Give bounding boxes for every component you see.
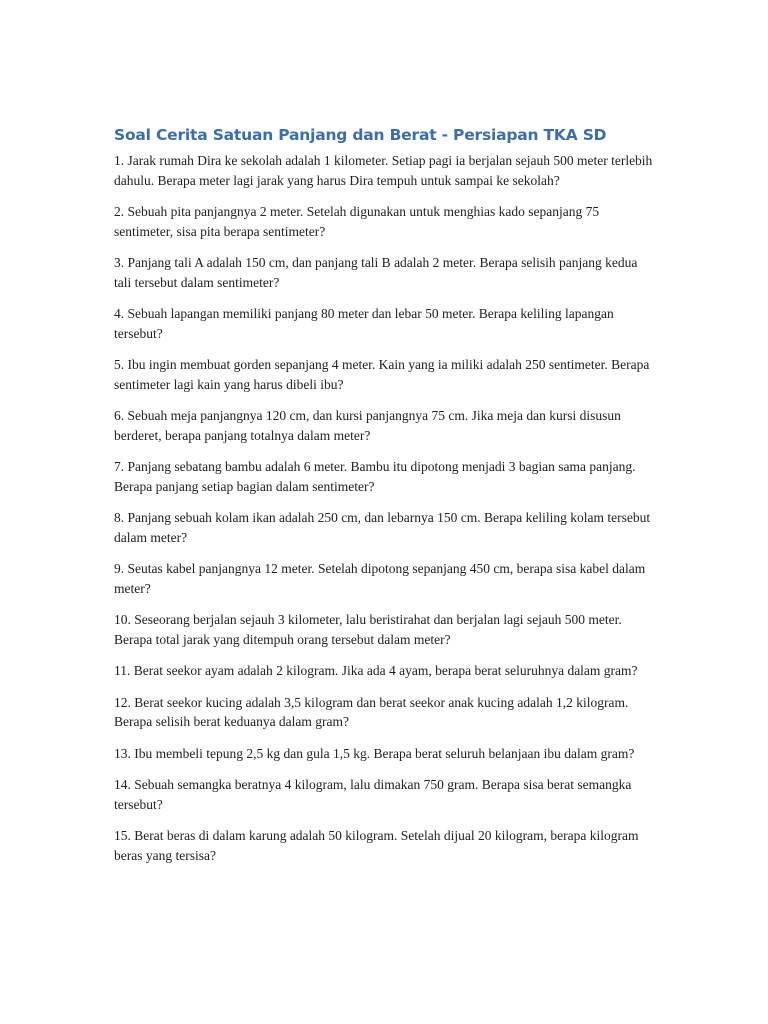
question-item: 11. Berat seekor ayam adalah 2 kilogram. Jika ada 4 ayam, berapa berat seluruhnya dalam gram? [114,663,638,678]
question-item: 13. Ibu membeli tepung 2,5 kg dan gula 1,5 kg. Berapa berat seluruh belanjaan ibu dalam gram? [114,745,635,761]
question-item: 5. Ibu ingin membuat gorden sepanjang 4 meter. Kain yang ia miliki adalah 250 sentimeter. Berapa sentimeter lagi kain yang harus dibeli ibu? [114,357,650,392]
question-item: 12. Berat seekor kucing adalah 3,5 kilogram dan berat seekor anak kucing adalah 1,2 kilogram. Berapa selisih berat keduanya dalam gram? [114,694,629,729]
question-item: 10. Seseorang berjalan sejauh 3 kilometer, lalu beristirahat dan berjalan lagi sejauh 500 meter. Berapa total jarak yang ditempuh orang tersebut dalam meter? [114,612,622,647]
document-content [114,124,654,877]
question-list [114,151,654,865]
question-item: 1. Jarak rumah Dira ke sekolah adalah 1 kilometer. Setiap pagi ia berjalan sejauh 500 meter terlebih dahulu. Berapa meter lagi jarak yang harus Dira tempuh untuk sampai ke sekolah? [114,153,653,188]
question-item: 4. Sebuah lapangan memiliki panjang 80 meter dan lebar 50 meter. Berapa keliling lapangan tersebut? [114,306,614,341]
question-item: 7. Panjang sebatang bambu adalah 6 meter. Bambu itu dipotong menjadi 3 bagian sama panjang. Berapa panjang setiap bagian dalam sentimeter? [114,459,636,494]
question-item: 8. Panjang sebuah kolam ikan adalah 250 cm, dan lebarnya 150 cm. Berapa keliling kolam tersebut dalam meter? [114,510,651,545]
question-item: 3. Panjang tali A adalah 150 cm, dan panjang tali B adalah 2 meter. Berapa selisih panjang kedua tali tersebut dalam sentimeter? [114,255,638,290]
question-item: 6. Sebuah meja panjangnya 120 cm, dan kursi panjangnya 75 cm. Jika meja dan kursi disusun berderet, berapa panjang totalnya dalam meter? [114,408,621,443]
question-item: 15. Berat beras di dalam karung adalah 50 kilogram. Setelah dijual 20 kilogram, berapa kilogram beras yang tersisa? [114,828,639,863]
question-item: 2. Sebuah pita panjangnya 2 meter. Setelah digunakan untuk menghias kado sepanjang 75 sentimeter, sisa pita berapa sentimeter? [114,204,600,239]
question-item: 14. Sebuah semangka beratnya 4 kilogram, lalu dimakan 750 gram. Berapa sisa berat semangka tersebut? [114,777,632,812]
document-title: Soal Cerita Satuan Panjang dan Berat - Persiapan TKA SD [114,126,607,144]
question-item: 9. Seutas kabel panjangnya 12 meter. Setelah dipotong sepanjang 450 cm, berapa sisa kabel dalam meter? [114,561,646,596]
